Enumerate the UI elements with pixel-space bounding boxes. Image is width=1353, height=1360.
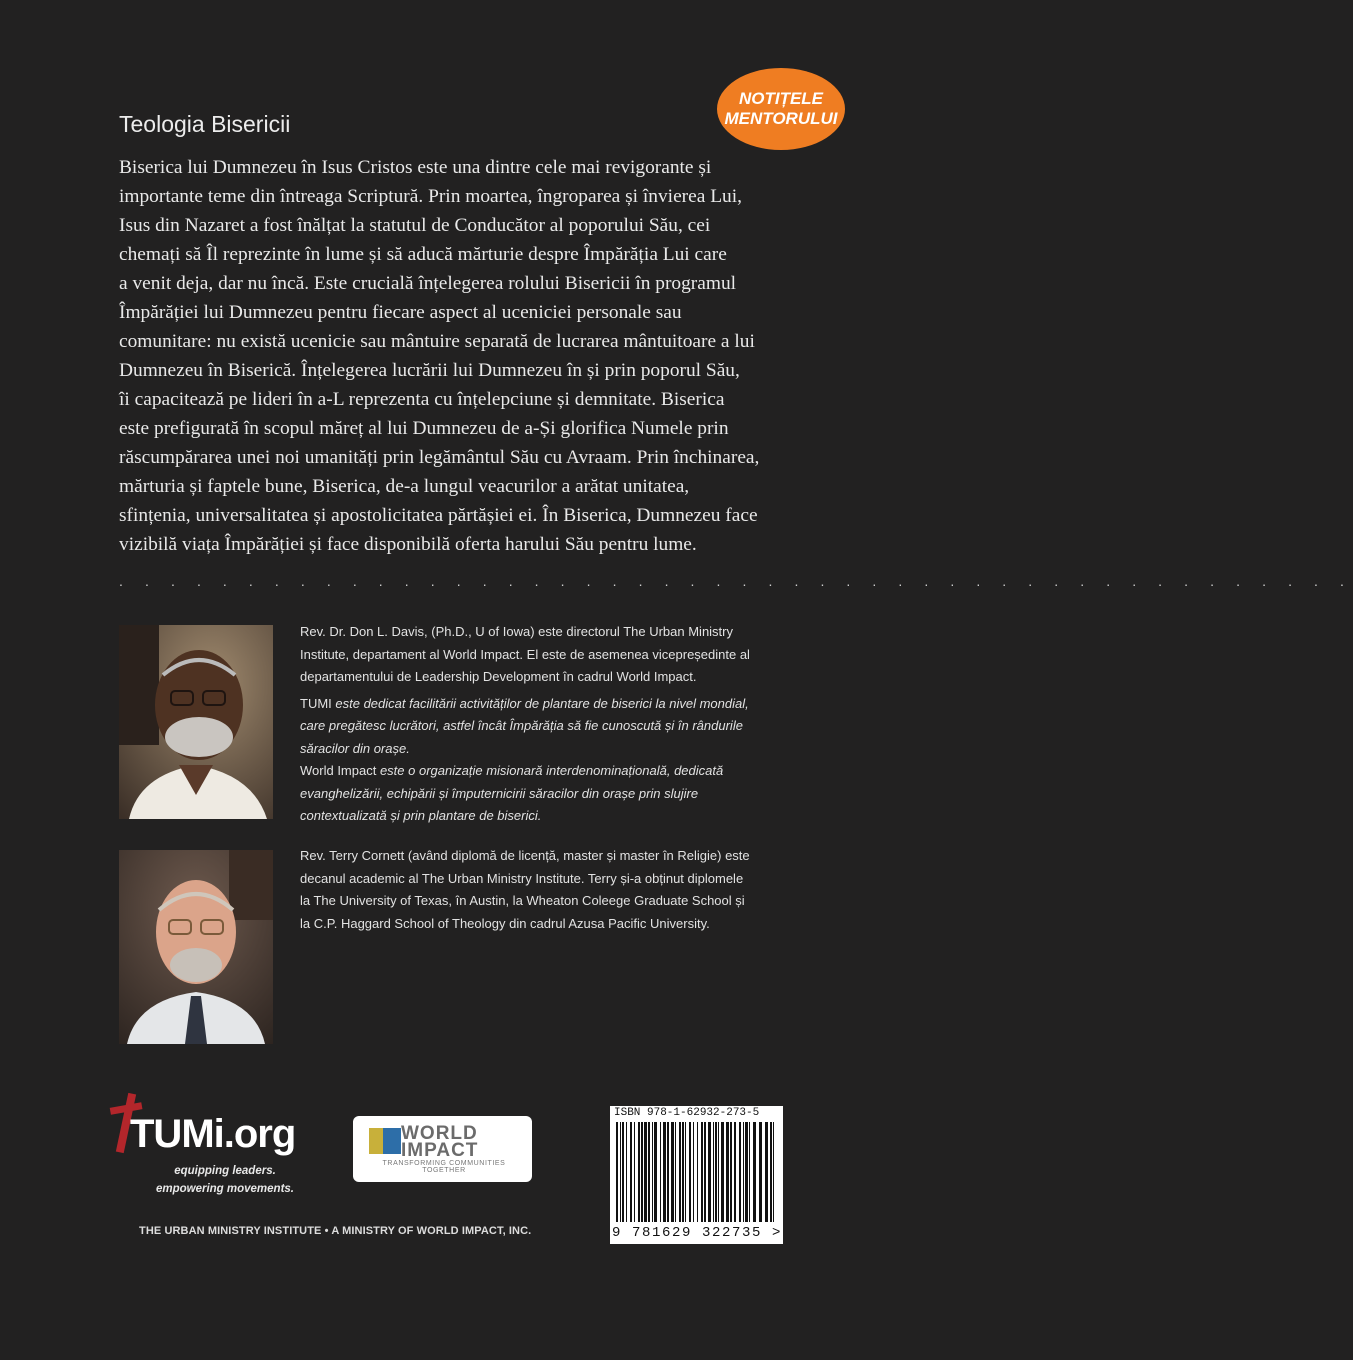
bio-line: departamentului de Leadership Development în cadrul World Impact. (300, 669, 697, 684)
world-impact-emblem-yellow (369, 1128, 383, 1154)
isbn-label: ISBN 978-1-62932-273-5 (614, 1107, 760, 1119)
barcode-bar (620, 1122, 621, 1222)
barcode-bar (682, 1122, 684, 1222)
barcode-bar (654, 1122, 657, 1222)
barcode-bar (759, 1122, 762, 1222)
bio-line: Rev. Dr. Don L. Davis, (Ph.D., U of Iowa) este directorul The Urban Ministry (300, 624, 733, 639)
barcode-bar (745, 1122, 748, 1222)
bio-line: evanghelizării, echipării și împuternicirii săracilor din orașe prin slujire (300, 785, 699, 801)
paragraph-line: îi capacitează pe lideri în a-L reprezenta cu înțelepciune și demnitate. Biserica (119, 389, 725, 410)
barcode-bar (622, 1122, 624, 1222)
org-name: World Impact (300, 763, 380, 778)
bio-line-text: este dedicat facilitării activităților de plantare de biserici la nivel mondial, (335, 695, 749, 711)
bio-line: la C.P. Haggard School of Theology din cadrul Azusa Pacific University. (300, 915, 710, 931)
barcode-bar (708, 1122, 711, 1222)
barcode-bar (730, 1122, 732, 1222)
barcode-bar (634, 1122, 635, 1222)
bio-line (300, 693, 790, 716)
world-impact-tagline: TRANSFORMING COMMUNITIES TOGETHER (382, 1160, 506, 1174)
barcode-bar (739, 1122, 741, 1222)
barcode-bar (667, 1122, 669, 1222)
barcode-bar (652, 1122, 653, 1222)
paragraph-line: chemați să Îl reprezinte în lume și să aducă mărturie despre Împărăția Lui care (119, 244, 727, 265)
bio-line: decanul academic al The Urban Ministry Institute. Terry și-a obținut diplomele (300, 870, 744, 886)
page-title: Teologia Bisericii (119, 111, 291, 137)
barcode-bar (721, 1122, 724, 1222)
barcode-bar (743, 1122, 744, 1222)
badge-line-2: MENTORULUI (724, 109, 838, 128)
bio-line: Rev. Terry Cornett (având diplomă de licență, master și master în Religie) este (300, 848, 750, 863)
paragraph-line: a venit deja, dar nu încă. Este crucială înțelegerea rolului Bisericii în programul (119, 273, 737, 294)
barcode-bar (734, 1122, 736, 1222)
bio-line-text: este o organizație misionară interdenominațională, dedicată (379, 763, 724, 778)
paragraph-line: importante teme din întreaga Scriptură. Prin moartea, îngroparea și învierea Lui, (119, 186, 742, 207)
paragraph-line: comunitare: nu există ucenicie sau mântuire separată de lucrarea mântuitoare a lui (119, 331, 755, 352)
dotted-divider: . . . . . . . . . . . . . . . . . . . . . . . . . . . . . . . . . . . . . . . . . . . . . . . . (119, 573, 1353, 589)
isbn-barcode (610, 1106, 783, 1244)
bio-line (300, 760, 790, 783)
barcode-bar (641, 1122, 643, 1222)
org-name: TUMI (300, 695, 336, 711)
paragraph-line: sfințenia, universalitatea și apostolicitatea părtășiei ei. În Biserica, Dumnezeu face (119, 505, 758, 526)
world-impact-wordmark: WORLD IMPACT (401, 1123, 479, 1161)
barcode-bar (718, 1122, 719, 1222)
barcode-bar (638, 1122, 640, 1222)
bio-line: care pregătesc lucrători, astfel încât Împărăția să fie cunoscută și în rândurile (300, 718, 743, 733)
bio-line: la The University of Texas, în Austin, la Wheaton Coleege Graduate School și (300, 893, 745, 908)
paragraph-line: răscumpărarea unei noi umanități prin legământul Său cu Avraam. Prin închinarea, (119, 447, 760, 468)
tumi-tagline-1: equipping leaders. (174, 1165, 276, 1177)
barcode-bar (630, 1122, 632, 1222)
tumi-tagline-2: empowering movements. (155, 1183, 295, 1195)
bio-line: săracilor din orașe. (300, 740, 410, 756)
barcode-bar (697, 1122, 698, 1222)
paragraph-line: vizibilă viața Împărăției și face disponibilă oferta harului Său pentru lume. (119, 534, 697, 555)
isbn-number: 9 781629 322735 > (612, 1225, 783, 1241)
paragraph-line: este prefigurată în scopul măreț al lui Dumnezeu de a-Și glorifica Numele prin (119, 418, 729, 439)
tumi-wordmark: TUMi.org (130, 1112, 296, 1156)
paragraph-line: Biserica lui Dumnezeu în Isus Cristos este una dintre cele mai revigorante și (119, 157, 712, 178)
bio-line: contextualizată și prin plantare de biserici. (300, 808, 542, 823)
bio-davis (300, 621, 790, 828)
paragraph-line: Dumnezeu în Biserică. Înțelegerea lucrării lui Dumnezeu în și prin poporul Său, (119, 360, 740, 381)
barcode-bar (713, 1122, 714, 1222)
bio-line: Institute, departament al World Impact. El este de asemenea vicepreședinte al (300, 646, 750, 662)
barcode-bar (749, 1122, 750, 1222)
paragraph-line: mărturia și faptele bune, Biserica, de-a lungul veacurilor a arătat unitatea, (119, 476, 690, 497)
barcode-bar (693, 1122, 694, 1222)
description-paragraph (119, 153, 789, 559)
barcode-bar (626, 1122, 627, 1222)
barcode-bar (765, 1122, 768, 1222)
barcode-bar (726, 1122, 729, 1222)
barcode-bar (753, 1122, 756, 1222)
barcode-bar (715, 1122, 717, 1222)
barcode-bar (770, 1122, 772, 1222)
barcode-bar (660, 1122, 661, 1222)
barcode-bar (616, 1122, 618, 1222)
world-impact-logo (353, 1116, 532, 1182)
author-photo-davis (119, 625, 273, 819)
barcode-bar (701, 1122, 703, 1222)
barcode-bar (704, 1122, 706, 1222)
bio-cornett (300, 845, 790, 935)
barcode-bar (689, 1122, 691, 1222)
barcode-bar (644, 1122, 647, 1222)
barcode-bar (773, 1122, 774, 1222)
barcode-bar (679, 1122, 681, 1222)
mentor-notes-badge (717, 68, 845, 150)
barcode-bar (675, 1122, 676, 1222)
paragraph-line: Isus din Nazaret a fost înălțat la statutul de Conducător al poporului Său, cei (119, 215, 711, 236)
barcode-bar (648, 1122, 650, 1222)
publisher-footer: THE URBAN MINISTRY INSTITUTE • A MINISTRY OF WORLD IMPACT, INC. (139, 1225, 532, 1237)
barcode-bar (671, 1122, 674, 1222)
author-photo-cornett (119, 850, 273, 1044)
barcode-bar (663, 1122, 666, 1222)
paragraph-line: Împărăției lui Dumnezeu pentru fiecare aspect al uceniciei personale sau (119, 302, 682, 323)
badge-line-1: NOTIȚELE (738, 89, 824, 108)
barcode-bar (685, 1122, 686, 1222)
